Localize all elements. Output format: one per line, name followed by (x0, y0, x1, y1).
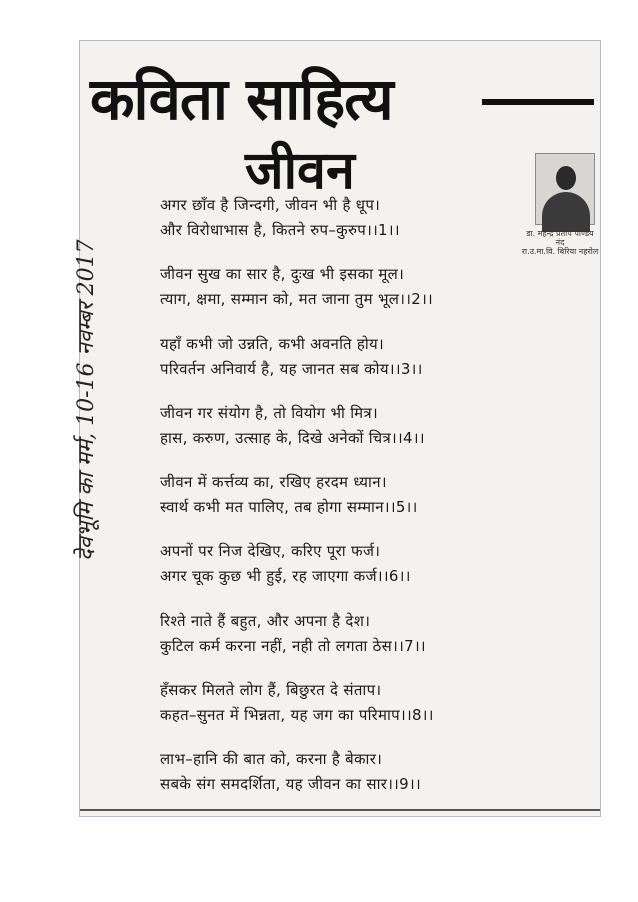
poem-title: जीवन (245, 141, 355, 201)
stanza (160, 747, 520, 816)
poem-line: अपनों पर निज देखिए, करिए पूरा फर्ज। (160, 542, 381, 561)
poem-line: लाभ–हानि की बात को, करना है बेकार। (160, 750, 383, 769)
bottom-rule (80, 809, 600, 811)
byline-name: डा. महेन्द्र प्रताप पाण्डेय (526, 229, 594, 238)
poem-line: अगर चूक कुछ भी हुई, रह जाएगा कर्ज।।6।। (160, 567, 411, 586)
poem-body (160, 193, 520, 817)
poem-line: अगर छाँव है जिन्दगी, जीवन भी है धूप। (160, 196, 381, 214)
poem-line: जीवन सुख का सार है, दुःख भी इसका मूल। (160, 265, 405, 284)
title-rule (482, 99, 594, 105)
author-photo-body (542, 192, 590, 232)
poem-line: रिश्ते नाते हैं बहुत, और अपना है देश। (160, 611, 371, 630)
poem-line: यहाँ कभी जो उन्नति, कभी अवनति होय। (160, 334, 385, 353)
stanza (160, 332, 520, 401)
newspaper-clipping (74, 40, 601, 817)
stanza (160, 193, 520, 262)
stanza (160, 470, 520, 539)
byline-school: रा.उ.मा.वि. बिरिया नहरोल (521, 247, 599, 256)
stanza (160, 539, 520, 608)
poem-line: और विरोधाभास है, कितने रुप–कुरुप।।1।। (160, 221, 400, 239)
poem-line: सबके संग समदर्शिता, यह जीवन का सार।।9।। (160, 775, 421, 794)
poem-line: परिवर्तन अनिवार्य है, यह जानत सब कोय।।3।। (160, 359, 423, 378)
stanza (160, 609, 520, 678)
poem-line: हास, करुण, उत्साह के, दिखे अनेकों चित्र।।4।। (160, 428, 425, 447)
poem-line: जीवन गर संयोग है, तो वियोग भी मित्र। (160, 403, 378, 422)
byline-role: नंद (555, 238, 565, 247)
poem-line: कुटिल कर्म करना नहीं, नही तो लगता ठेस।।7।। (160, 636, 426, 655)
author-byline (520, 229, 600, 256)
poem-line: त्याग, क्षमा, सम्मान को, मत जाना तुम भूल।।2।। (160, 290, 434, 309)
stanza (160, 401, 520, 470)
page-title: कविता साहित्य (90, 65, 393, 133)
poem-line: कहत–सुनत में भिन्नता, यह जग का परिमाप।।8।। (160, 706, 434, 725)
stanza (160, 678, 520, 747)
poem-line: हँसकर मिलते लोग हैं, बिछुरत दे संताप। (160, 681, 382, 700)
stanza (160, 262, 520, 331)
handwritten-note: देवभूमि का मर्म, 10-16 नवम्बर 2017 (74, 239, 99, 561)
poem-line: जीवन में कर्त्तव्य का, रखिए हरदम ध्यान। (160, 473, 387, 492)
poem-line: स्वार्थ कभी मत पालिए, तब होगा सम्मान।।5।। (160, 498, 418, 517)
header (90, 55, 595, 135)
author-photo-head (556, 166, 576, 190)
author-photo (535, 153, 595, 225)
